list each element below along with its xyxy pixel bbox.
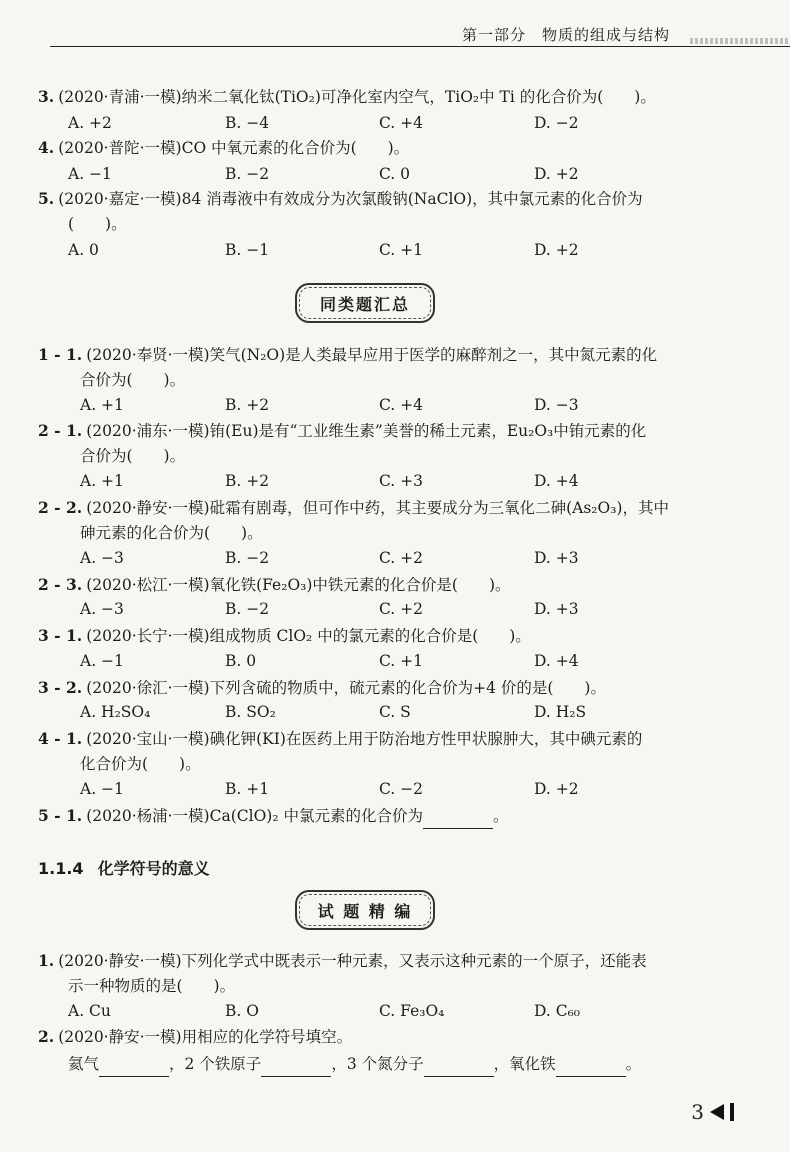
question-number: 1. [38,951,55,970]
question-number: 2 - 3. [38,575,83,594]
answer-blank[interactable] [423,810,493,829]
page-number-text: 3 [691,1100,704,1124]
fill-in-row [68,1051,641,1077]
question-stem: (2020·静安·一模)用相应的化学符号填空。 [58,1028,353,1046]
question-stem: (2020·杨浦·一模)Ca(ClO)₂ 中氯元素的化合价为 [86,807,423,825]
option-a: A. −3 [80,549,124,567]
option-c: C. 0 [379,165,411,183]
banner-label: 试 题 精 编 [317,901,413,921]
section-title-text: 化学符号的意义 [97,859,210,878]
fill-label: 氦气 [68,1055,100,1073]
question-5-1 [38,803,730,829]
page-number [691,1100,734,1124]
question-4-1 [38,726,730,752]
option-c: C. +4 [379,396,424,414]
option-c: C. +2 [379,600,424,618]
option-d: D. +4 [534,652,579,670]
question-stem: (2020·嘉定·一模)84 消毒液中有效成分为次氯酸钠(NaClO)，其中氯元素的化合价为 [58,190,643,208]
question-number: 4. [38,138,55,157]
option-a: A. −1 [80,652,124,670]
question-number: 3 - 2. [38,678,83,697]
header-rule [50,46,790,47]
option-c: C. Fe₃O₄ [379,1002,445,1020]
option-b: B. −2 [225,549,270,567]
question-5 [38,186,730,212]
option-d: D. +4 [534,472,579,490]
option-b: B. −2 [225,600,270,618]
fill-label: ，3 个氮分子 [331,1055,424,1073]
question-stem: (2020·宝山·一模)碘化钾(KI)在医药上用于防治地方性甲状腺肿大，其中碘元素的 [86,730,643,748]
option-a: A. −1 [80,780,124,798]
question-2-2 [38,495,730,521]
question-3-2 [38,675,730,701]
option-a: A. +1 [80,396,124,414]
option-a: A. H₂SO₄ [80,703,151,721]
answer-blank[interactable] [424,1058,494,1077]
question-continuation: 合价为( )。 [80,371,186,389]
question-4 [38,135,730,161]
option-d: D. −3 [534,396,579,414]
option-b: B. 0 [225,652,257,670]
answer-blank[interactable] [99,1058,169,1077]
bar-icon [730,1103,734,1121]
question-number: 5. [38,189,55,208]
option-b: B. −4 [225,114,270,132]
option-b: B. O [225,1002,259,1020]
option-b: B. +2 [225,396,270,414]
question-number: 2 - 1. [38,421,83,440]
fill-label: ，氧化铁 [493,1055,556,1073]
option-d: D. +2 [534,780,579,798]
option-c: C. −2 [379,780,424,798]
option-b: B. −2 [225,165,270,183]
question-stem: (2020·普陀·一模)CO 中氧元素的化合价为( )。 [58,139,410,157]
question-stem: (2020·长宁·一模)组成物质 ClO₂ 中的氯元素的化合价是( )。 [86,627,531,645]
question-stem: (2020·静安·一模)下列化学式中既表示一种元素，又表示这种元素的一个原子，还能表 [58,952,647,970]
question-number: 2 - 2. [38,498,83,517]
option-d: D. +3 [534,600,579,618]
option-d: D. +2 [534,241,579,259]
question-2-1 [38,418,730,444]
question-number: 3 - 1. [38,626,83,645]
question-b1 [38,948,730,974]
section-number: 1.1.4 [38,859,84,878]
option-a: A. Cu [68,1002,111,1020]
option-d: D. C₆₀ [534,1002,581,1020]
header-text: 第一部分 物质的组成与结构 [461,26,670,44]
left-triangle-icon [710,1104,724,1120]
answer-blank[interactable] [261,1058,331,1077]
question-stem: (2020·青浦·一模)纳米二氧化钛(TiO₂)可净化室内空气，TiO₂中 Ti 的化合价为( )。 [58,88,656,106]
question-number: 5 - 1. [38,806,83,825]
answer-blank[interactable] [556,1058,626,1077]
question-stem: (2020·松江·一模)氧化铁(Fe₂O₃)中铁元素的化合价是( )。 [86,576,511,594]
running-header [0,22,790,48]
question-number: 2. [38,1027,55,1046]
question-number: 3. [38,87,55,106]
option-b: B. −1 [225,241,270,259]
option-b: B. +1 [225,780,270,798]
option-b: B. +2 [225,472,270,490]
option-a: A. −3 [80,600,124,618]
question-stem: (2020·徐汇·一模)下列含硫的物质中，硫元素的化合价为+4 价的是( )。 [86,679,606,697]
option-b: B. SO₂ [225,703,276,721]
section-banner [295,283,435,323]
question-stem: (2020·静安·一模)砒霜有剧毒，但可作中药，其主要成分为三氧化二砷(As₂O₃)，其中 [86,499,669,517]
question-stem: (2020·浦东·一模)铕(Eu)是有“工业维生素”美誉的稀土元素，Eu₂O₃中铕元素的化 [86,422,647,440]
question-1-1 [38,342,730,368]
question-number: 4 - 1. [38,729,83,748]
question-continuation: ( )。 [68,215,127,233]
option-c: C. S [379,703,411,721]
question-continuation: 合价为( )。 [80,447,186,465]
question-b2 [38,1024,730,1050]
question-3 [38,84,730,110]
option-d: D. +3 [534,549,579,567]
option-d: D. −2 [534,114,579,132]
fill-label: ，2 个铁原子 [169,1055,262,1073]
option-c: C. +2 [379,549,424,567]
option-d: D. H₂S [534,703,587,721]
option-c: C. +3 [379,472,424,490]
section-banner [295,890,435,930]
option-d: D. +2 [534,165,579,183]
question-2-3 [38,572,730,598]
question-continuation: 示一种物质的是( )。 [68,977,236,995]
question-3-1 [38,623,730,649]
option-c: C. +4 [379,114,424,132]
question-stem: (2020·奉贤·一模)笑气(N₂O)是人类最早应用于医学的麻醉剂之一，其中氮元素的化 [86,346,658,364]
question-continuation: 砷元素的化合价为( )。 [80,524,263,542]
fill-label: 。 [625,1055,642,1073]
banner-label: 同类题汇总 [319,294,410,314]
option-a: A. −1 [68,165,112,183]
question-continuation: 化合价为( )。 [80,755,201,773]
option-a: A. +2 [68,114,112,132]
section-title [38,856,210,879]
option-c: C. +1 [379,241,424,259]
question-tail: 。 [492,807,509,825]
option-a: A. +1 [80,472,124,490]
question-number: 1 - 1. [38,345,83,364]
header-decoration [690,38,790,44]
option-c: C. +1 [379,652,424,670]
option-a: A. 0 [68,241,99,259]
